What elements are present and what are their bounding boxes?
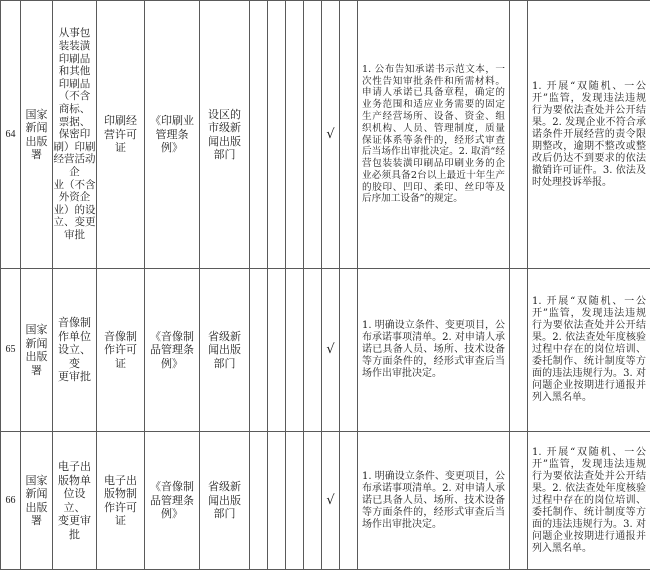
blank-cell [286, 1, 304, 269]
department-name: 国家 新闻 出版 署 [21, 323, 52, 377]
reform-measures: 1. 明确设立条件、变更项目，公布承诺事项清单。2. 对申请人承诺已具备人员、场所、技术设备等方面条件的，经形式审查后当场作出审批决定。 [358, 320, 509, 380]
reform-measures: 1. 明确设立条件、变更项目，公布承诺事项清单。2. 对申请人承诺已具备人员、场所、技术设备等方面条件的，经形式审查后当场作出审批决定。 [358, 471, 509, 531]
dept-cell [21, 432, 53, 570]
blank-cell [268, 432, 286, 570]
blank-cell [304, 269, 322, 432]
supervision-measures: 1. 开展“双随机、一公开”监管，发现违法违规行为要依法查处并公开结果。2. 依法查处年度核验过程中存在的岗位培训、委托制作、统计制度等方面的违法违规行为。3. 对问题企业按期进行通报并列入黑名单。 [528, 447, 650, 555]
blank-cell [510, 269, 528, 432]
item-cell [53, 269, 97, 432]
permit-cell [97, 1, 145, 269]
blank-cell [250, 432, 268, 570]
check-cell [322, 269, 340, 432]
blank-cell [340, 432, 358, 570]
supervision-cell [528, 269, 650, 432]
blank-cell [304, 432, 322, 570]
permit-name: 电子出 版物制 作许可 证 [97, 474, 144, 528]
measures-cell [358, 1, 510, 269]
seq-number: 65 [1, 344, 20, 356]
authority-cell [200, 1, 250, 269]
authority-cell [200, 432, 250, 570]
item-cell [53, 1, 97, 269]
legal-basis: 《印刷业 管理条 例》 [145, 114, 199, 155]
approving-authority: 省级新 闻出版 部门 [200, 330, 249, 371]
item-name: 音像制 作单位 设立、变 更审批 [53, 316, 96, 384]
blank-cell [286, 432, 304, 570]
blank-cell [268, 1, 286, 269]
blank-cell [286, 269, 304, 432]
item-name: 从事包 装装潢 印刷品 和其他 印刷品 （不含 商标、 票据、 保密印 刷）印刷 经营活动企 业（不含 外资企 业）的设 立、变更 审批 [53, 27, 96, 241]
checkmark: √ [322, 344, 339, 356]
basis-cell [145, 432, 200, 570]
seq-number: 64 [1, 129, 20, 141]
blank-cell [268, 269, 286, 432]
check-cell [322, 1, 340, 269]
blank-cell [250, 1, 268, 269]
supervision-cell [528, 432, 650, 570]
seq-number: 66 [1, 495, 20, 507]
permit-name: 印刷经 营许可 证 [97, 114, 144, 155]
permit-cell [97, 432, 145, 570]
seq-cell [1, 1, 21, 269]
item-cell [53, 432, 97, 570]
supervision-measures: 1. 开展“双随机、一公开”监管，发现违法违规行为要依法查处并公开结果。2. 依法查处年度核验过程中存在的岗位培训、委托制作、统计制度等方面的违法违规行为。3. 对问题企业按期进行通报并列入黑名单。 [528, 296, 650, 404]
seq-cell [1, 432, 21, 570]
blank-cell [340, 1, 358, 269]
table-row [1, 432, 650, 570]
blank-cell [304, 1, 322, 269]
blank-cell [510, 1, 528, 269]
table-row [1, 269, 650, 432]
supervision-cell [528, 1, 650, 269]
department-name: 国家 新闻 出版 署 [21, 474, 52, 528]
basis-cell [145, 1, 200, 269]
blank-cell [510, 432, 528, 570]
permit-name: 音像制 作许可 证 [97, 330, 144, 371]
permit-cell [97, 269, 145, 432]
reform-measures: 1. 公布告知承诺书示范文本，一次性告知审批条件和所需材料。申请人承诺已具备章程，确定的业务范围和适应业务需要的固定生产经营场所、设备、资金、组织机构、人员、管理制度，质量保证体系等条件的，经形式审查后当场作出审批决定。2. 取消“经营包装装潢印刷品印刷业务的企业必须具备2台以上最近十年生产的胶印、凹印、柔印、丝印等及后序加工设备”的规定。 [358, 64, 509, 206]
approving-authority: 省级新 闻出版 部门 [200, 480, 249, 521]
supervision-measures: 1. 开展“双随机、一公开”监管，发现违法违规行为要依法查处并公开结果。2. 发现企业不符合承诺条件开展经营的责令限期整改，逾期不整改或整改后仍达不到要求的依法撤销许可证件。3. 依法及时处理投诉举报。 [528, 81, 650, 189]
checkmark: √ [322, 129, 339, 141]
basis-cell [145, 269, 200, 432]
department-name: 国家 新闻 出版 署 [21, 108, 52, 162]
measures-cell [358, 269, 510, 432]
item-name: 电子出 版物单 位设立、 变更审批 [53, 460, 96, 541]
table-row [1, 1, 650, 269]
seq-cell [1, 269, 21, 432]
measures-cell [358, 432, 510, 570]
blank-cell [340, 269, 358, 432]
legal-basis: 《音像制 品管理条 例》 [145, 480, 199, 521]
checkmark: √ [322, 495, 339, 507]
dept-cell [21, 1, 53, 269]
dept-cell [21, 269, 53, 432]
legal-basis: 《音像制 品管理条 例》 [145, 330, 199, 371]
approving-authority: 设区的 市级新 闻出版 部门 [200, 108, 249, 162]
authority-cell [200, 269, 250, 432]
blank-cell [250, 269, 268, 432]
check-cell [322, 432, 340, 570]
